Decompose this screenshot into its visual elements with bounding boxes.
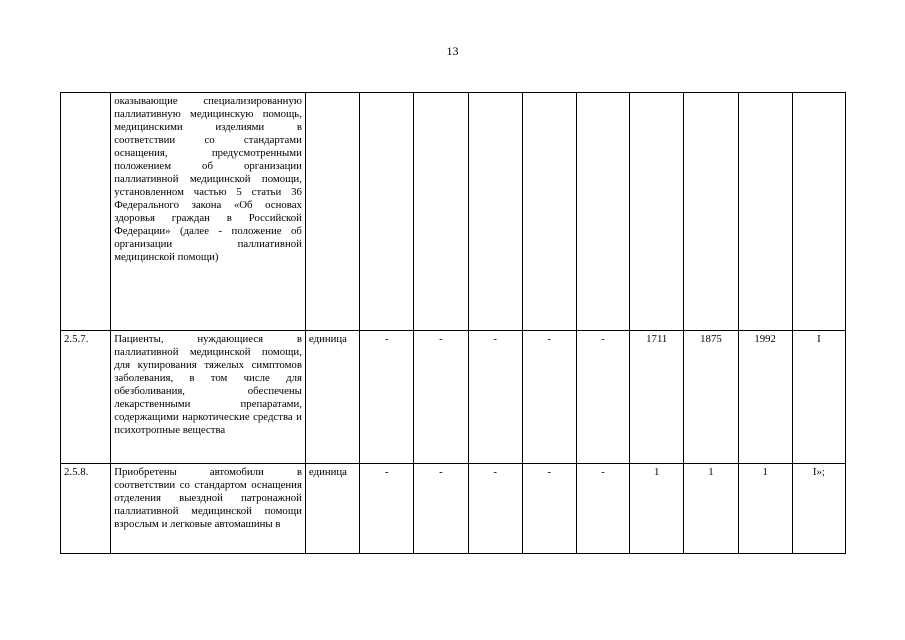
value-cell: - <box>468 331 522 464</box>
value-cell: 1875 <box>684 331 738 464</box>
unit-cell: единица <box>305 464 359 554</box>
page-number: 13 <box>446 44 459 58</box>
value-cell: I»; <box>792 464 845 554</box>
row-number <box>61 93 111 331</box>
value-cell: - <box>468 464 522 554</box>
indicator-table <box>60 92 846 554</box>
value-cell: - <box>414 331 468 464</box>
value-cell: - <box>360 331 414 464</box>
row-number: 2.5.8. <box>61 464 111 554</box>
unit-cell: единица <box>305 331 359 464</box>
table-row <box>61 331 846 464</box>
table-row <box>61 93 846 331</box>
row-number: 2.5.7. <box>61 331 111 464</box>
value-cell: - <box>414 464 468 554</box>
value-cell: 1711 <box>630 331 684 464</box>
value-cell: - <box>576 464 629 554</box>
value-cell: - <box>522 464 576 554</box>
unit-cell <box>305 93 359 331</box>
value-cell <box>738 93 792 331</box>
value-cell <box>576 93 629 331</box>
value-cell <box>360 93 414 331</box>
value-cell <box>468 93 522 331</box>
value-cell: - <box>522 331 576 464</box>
value-cell: 1 <box>684 464 738 554</box>
table-row <box>61 464 846 554</box>
value-cell: 1 <box>630 464 684 554</box>
value-cell <box>630 93 684 331</box>
value-cell: 1992 <box>738 331 792 464</box>
value-cell: - <box>576 331 629 464</box>
indicator-description: оказывающие специализированную паллиативную медицинскую помощь, медицинскими изделиями в соответствии со стандартами оснащения, предусмотренными положением об организации паллиативной медицинской помощи, установленном частью 5 статьи 36 Федерального закона «Об основах здоровья граждан в Российской Федерации» (далее - положение об организации паллиативной медицинской помощи) <box>111 93 306 331</box>
value-cell <box>522 93 576 331</box>
value-cell: 1 <box>738 464 792 554</box>
value-cell <box>684 93 738 331</box>
value-cell: I <box>792 331 845 464</box>
value-cell <box>414 93 468 331</box>
indicator-description: Приобретены автомобили в соответствии со стандартом оснащения отделения выездной патронажной паллиативной медицинской помощи взрослым и легковые автомашины в <box>111 464 306 554</box>
value-cell <box>792 93 845 331</box>
indicator-description: Пациенты, нуждающиеся в паллиативной медицинской помощи, для купирования тяжелых симптомов заболевания, в том числе для обезболивания, обеспечены лекарственными препаратами, содержащими наркотические средства и психотропные вещества <box>111 331 306 464</box>
value-cell: - <box>360 464 414 554</box>
